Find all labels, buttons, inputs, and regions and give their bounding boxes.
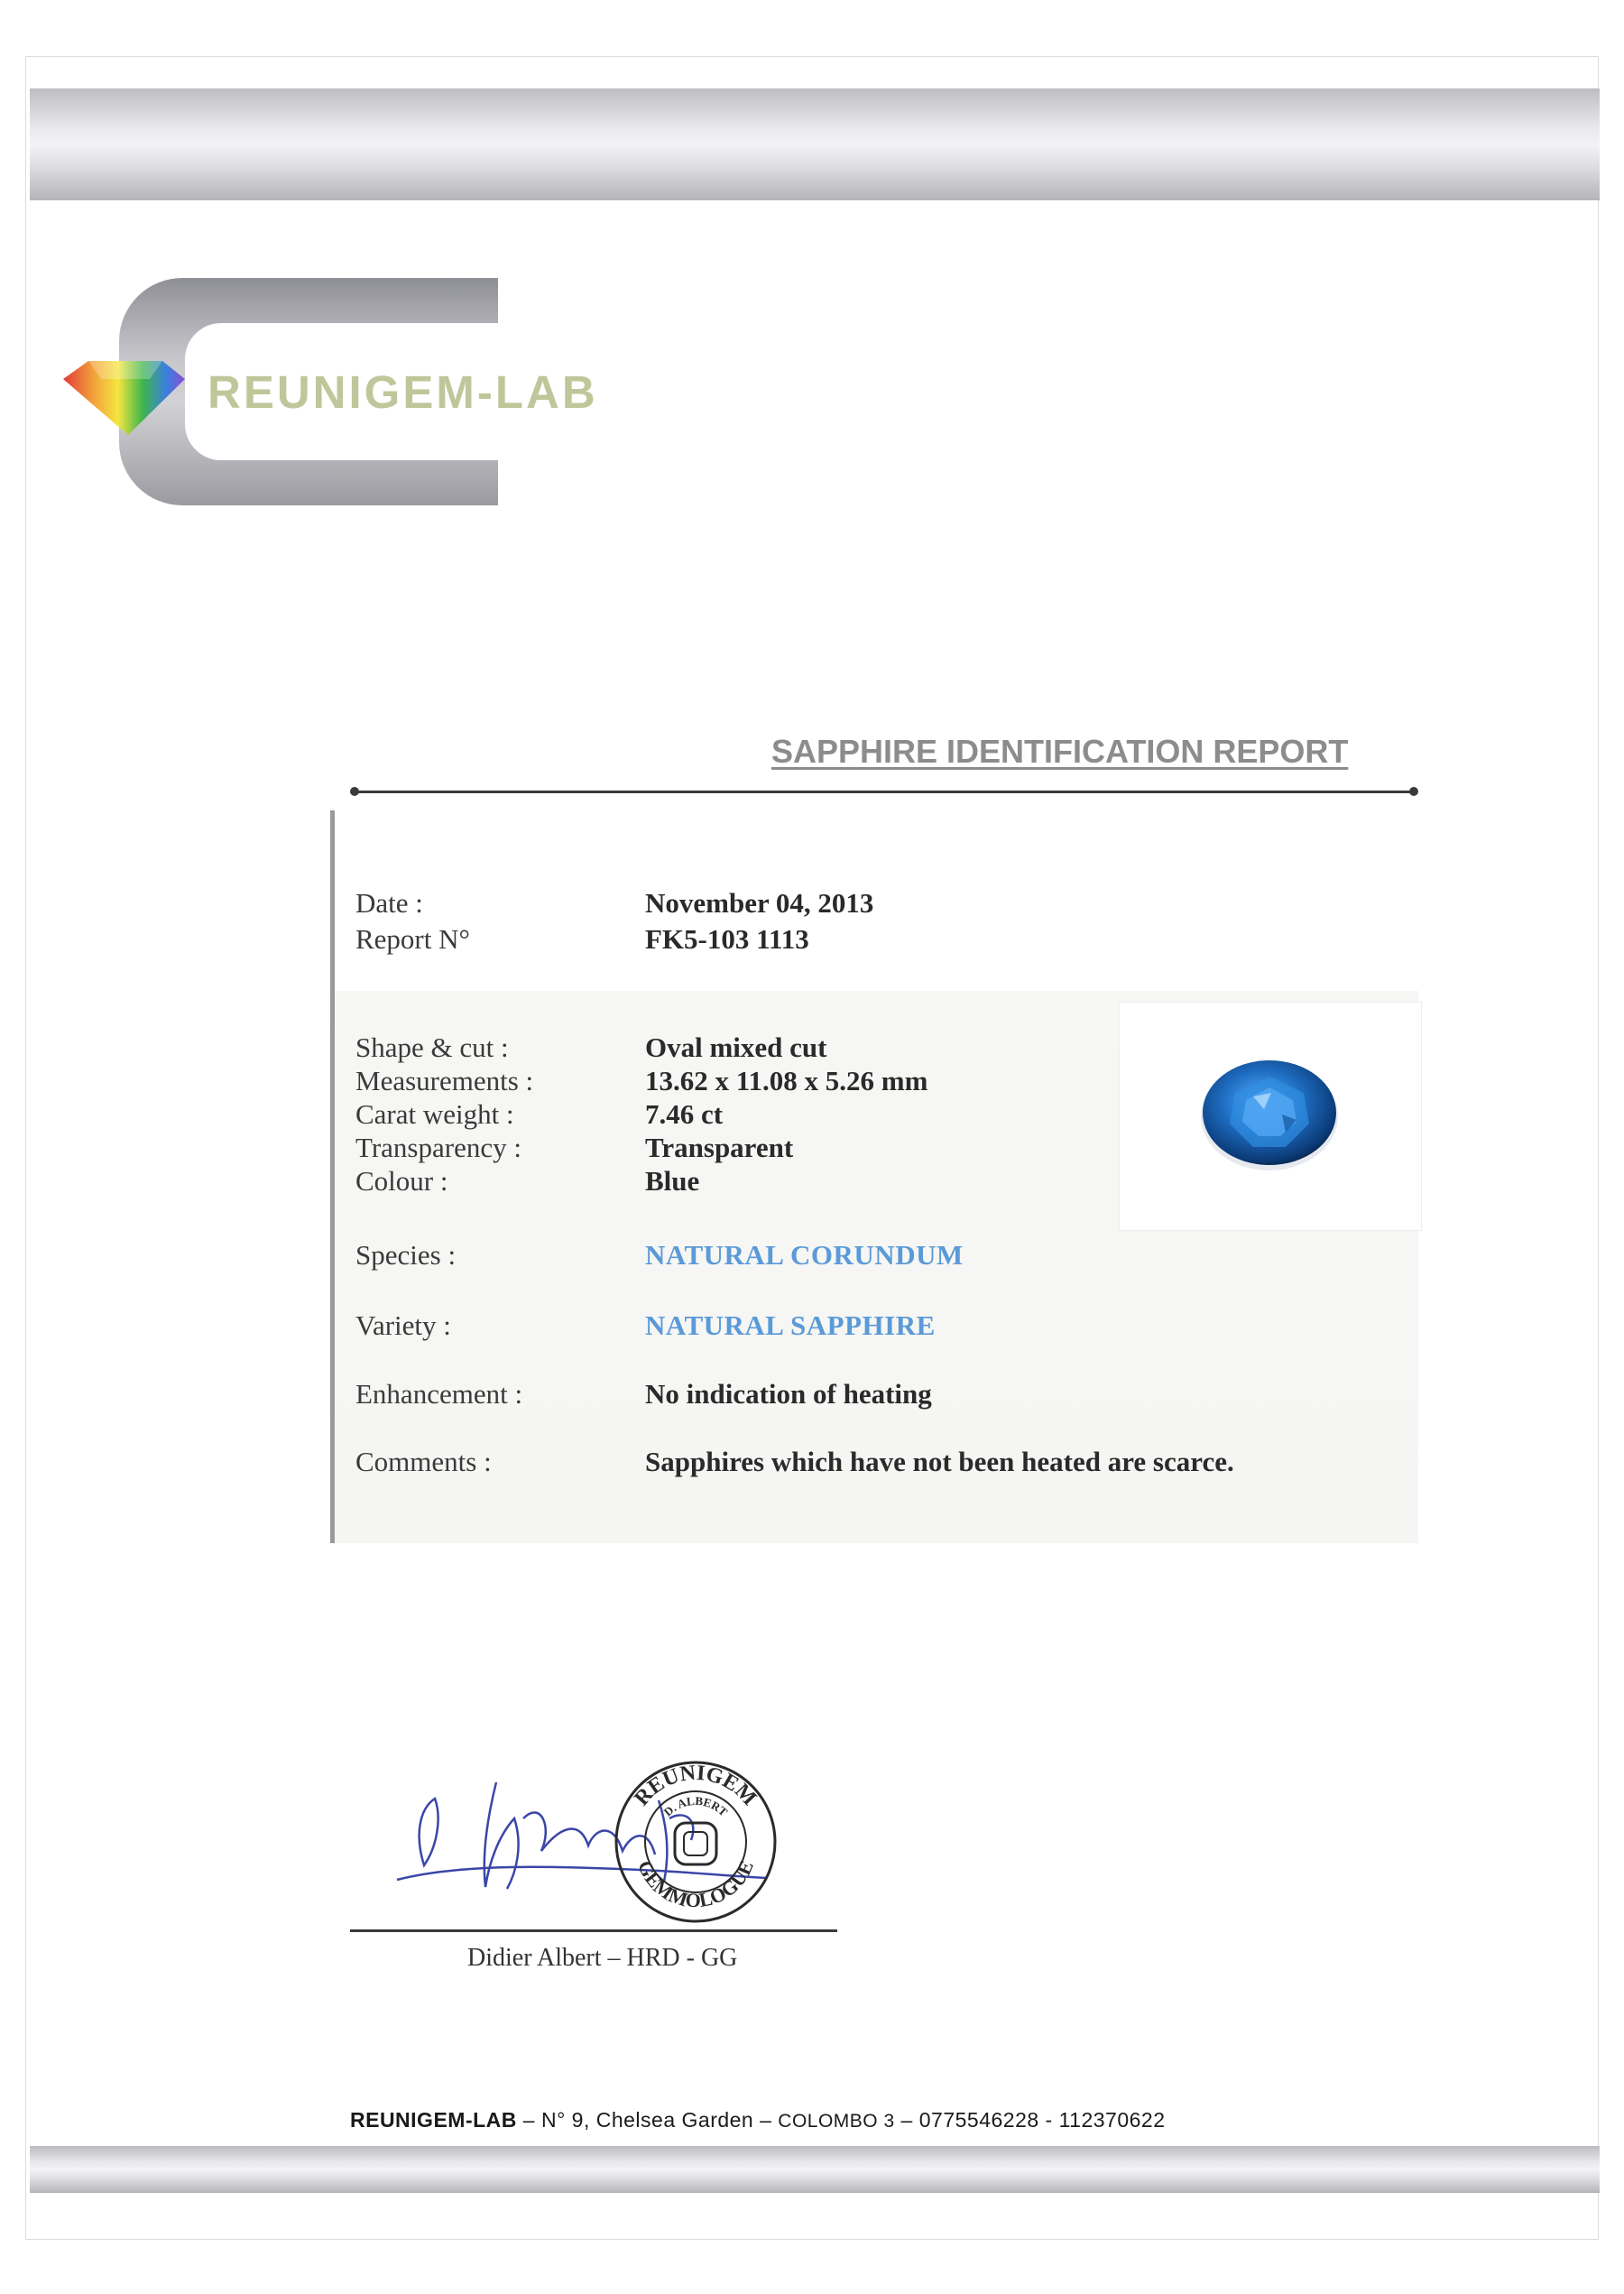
comments-label: Comments : xyxy=(355,1446,492,1477)
rainbow-gem-icon xyxy=(63,359,185,435)
report-no-label: Report N° xyxy=(355,923,470,955)
sapphire-gem-icon xyxy=(1199,1057,1340,1170)
signatory-name: Didier Albert – HRD - GG xyxy=(467,1944,738,1972)
logo-text: REUNIGEM-LAB xyxy=(208,366,598,418)
measurements-value: 13.62 x 11.08 x 5.26 mm xyxy=(645,1065,928,1096)
variety-value: NATURAL SAPPHIRE xyxy=(645,1309,936,1341)
header-band xyxy=(30,88,1600,200)
company-logo xyxy=(63,278,598,508)
enhancement-label: Enhancement : xyxy=(355,1378,523,1410)
company-seal xyxy=(614,1760,778,1924)
enhancement-value: No indication of heating xyxy=(645,1378,932,1410)
footer-company: REUNIGEM-LAB xyxy=(350,2108,517,2132)
date-value: November 04, 2013 xyxy=(645,887,874,919)
carat-label: Carat weight : xyxy=(355,1098,514,1130)
seal-bottom-text: GEMMOLOGUE xyxy=(632,1856,758,1912)
footer-street: – N° 9, Chelsea Garden – xyxy=(516,2108,779,2132)
colour-label: Colour : xyxy=(355,1165,448,1197)
transparency-value: Transparent xyxy=(645,1132,794,1163)
shape-value: Oval mixed cut xyxy=(645,1031,827,1063)
report-no-value: FK5-103 1113 xyxy=(645,923,809,955)
footer-city: COLOMBO 3 xyxy=(778,2111,895,2132)
footer-phones: – 0775546228 - 112370622 xyxy=(894,2108,1166,2132)
species-label: Species : xyxy=(355,1239,457,1271)
shape-label: Shape & cut : xyxy=(355,1031,509,1063)
colour-value: Blue xyxy=(645,1165,700,1197)
carat-value: 7.46 ct xyxy=(645,1098,724,1130)
measurements-label: Measurements : xyxy=(355,1065,534,1096)
comments-value: Sapphires which have not been heated are scarce. xyxy=(645,1446,1234,1477)
seal-middle-text: D. ALBERT xyxy=(660,1793,731,1819)
footer-address xyxy=(350,2108,1166,2132)
seal-top-text: REUNIGEM xyxy=(630,1761,761,1811)
variety-label: Variety : xyxy=(355,1309,451,1341)
title-divider xyxy=(354,791,1415,793)
footer-band xyxy=(30,2146,1600,2193)
signature-line xyxy=(350,1929,837,1932)
seal-emblem-icon xyxy=(614,1760,778,1924)
species-value: NATURAL CORUNDUM xyxy=(645,1239,964,1271)
gem-photo xyxy=(1119,1002,1422,1231)
transparency-label: Transparency : xyxy=(355,1132,521,1163)
date-label: Date : xyxy=(355,887,423,919)
report-title: SAPPHIRE IDENTIFICATION REPORT xyxy=(771,733,1349,770)
